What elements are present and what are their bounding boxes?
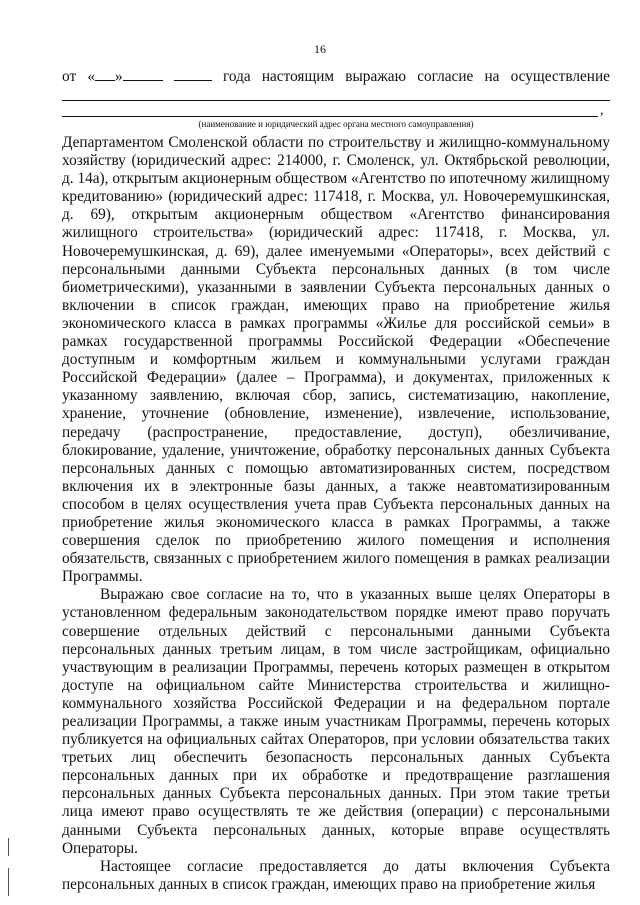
word-soglasie: согласие — [417, 68, 474, 85]
word-na: на — [484, 68, 500, 85]
margin-mark — [8, 838, 9, 856]
word-osushchestvlenie: осуществление — [510, 68, 610, 85]
paragraph-validity: Настоящее согласие предоставляется до даты включения Субъекта персональных данных в список граждан, имеющих право на приобретение жилья — [62, 857, 610, 893]
document-body — [62, 134, 610, 894]
trailing-comma: , — [600, 103, 604, 118]
blank-line-1 — [62, 100, 610, 101]
day-blank — [95, 66, 115, 81]
blank-line-2 — [62, 116, 598, 117]
page-number: 16 — [314, 42, 326, 56]
paragraph-operators: Департаментом Смоленской области по строительству и жилищно-коммунальному хозяйству (юридический адрес: 214000, г. Смоленск, ул. Октябрьской революции, д. 14а), открытым акционерным обществом «Агентство по ипотечному жилищному кредитованию» (юридический адрес: 117418, г. Москва, ул. Новочеремушкинская, д. 69), открытым акционерным обществом «Агентство финансирования жилищного строительства» (юридический адрес: 117418, г. Москва, ул. Новочеремушкинская, д. 69), далее именуемыми «Операторы», всех действий с персональными данными Субъекта персональных данных (в том числе биометрическими), указанными в заявлении Субъекта персональных данных о включении в список граждан, имеющих право на приобретение жилья экономического класса в рамках программы «Жилье для российской семьи» в рамках государственной программы Российской Федерации «Обеспечение доступным и комфортным жильем и коммунальными услугами граждан Российской Федерации» (далее – Программа), и документах, приложенных к указанному заявлению, включая сбор, запись, систематизацию, накопление, хранение, уточнение (обновление, изменение), извлечение, использование, передачу (распространение, предоставление, доступ), обезличивание, блокирование, удаление, уничтожение, обработку персональных данных Субъекта персональных данных с помощью автоматизированных систем, посредством включения их в электронные базы данных, а также неавтоматизированным способом в целях осуществления учета прав Субъекта персональных данных на приобретение жилья экономического класса в рамках Программы, а также совершения сделок по приобретению жилого помещения и исполнения обязательств, связанных с приобретением жилого помещения в рамках реализации Программы. — [62, 134, 610, 586]
field-caption: (наименование и юридический адрес органа местного самоуправления) — [198, 119, 474, 129]
from-word: от — [62, 68, 77, 85]
year-blank — [174, 66, 212, 81]
month-blank — [123, 66, 163, 81]
margin-mark — [8, 868, 9, 896]
consent-intro-line — [62, 66, 610, 86]
word-vyrazhayu: выражаю — [345, 68, 407, 85]
word-nastoyashchim: настоящим — [261, 68, 335, 85]
paragraph-third-parties: Выражаю свое согласие на то, что в указанных выше целях Операторы в установленном федеральным законодательством порядке имеют право поручать совершение отдельных действий с персональными данными Субъекта персональных данных третьим лицам, в том числе застройщикам, официально участвующим в реализации Программы, перечень которых размещен в открытом доступе на официальном сайте Министерства строительства и жилищно-коммунального хозяйства Российской Федерации и на федеральном портале реализации Программы, а также иным участникам Программы, перечень которых публикуется на официальных сайтах Операторов, при условии обязательства таких третьих лиц обеспечить безопасность персональных данных Субъекта персональных данных при их обработке и предотвращение разглашения персональных данных Субъекта персональных данных. При этом такие третьи лица имеют право осуществлять те же действия (операции) с персональными данными Субъекта персональных данных, которые вправе осуществлять Операторы. — [62, 586, 610, 857]
year-word: года — [222, 68, 251, 85]
date-field: « » — [87, 66, 162, 86]
